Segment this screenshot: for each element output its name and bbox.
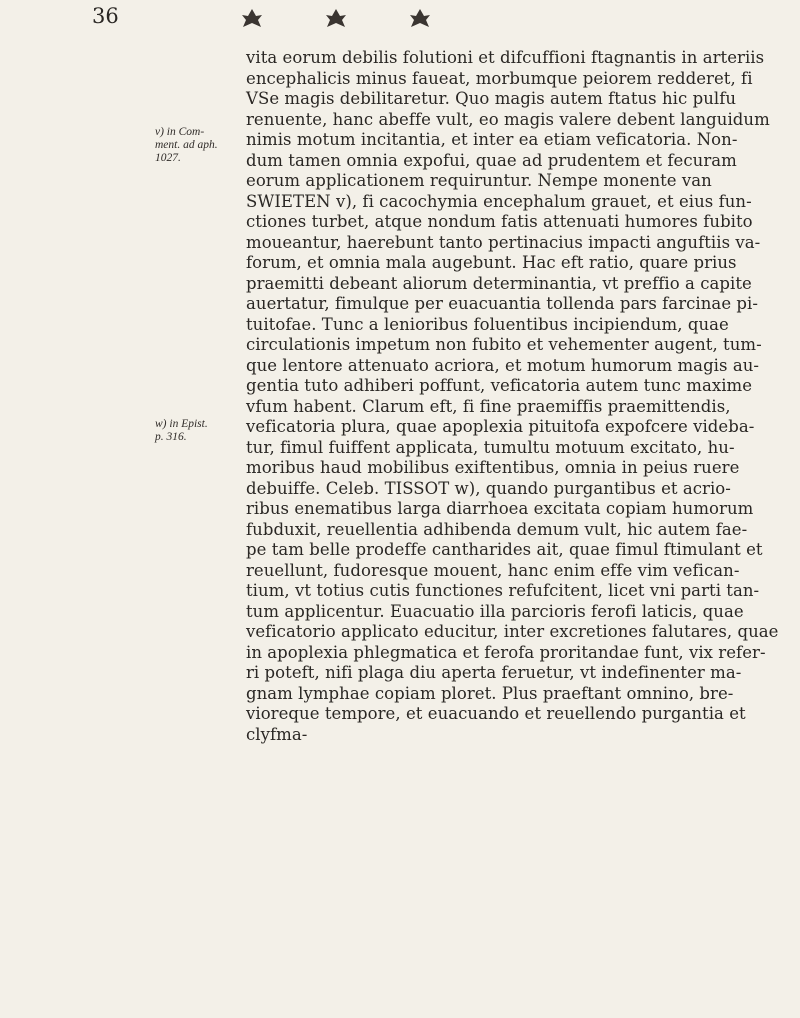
margin-note-v <box>155 126 247 165</box>
fleuron-icon <box>406 6 434 30</box>
margin-note-line: w) in Epist. <box>155 418 208 430</box>
text-line: ctiones turbet, atque nondum fatis attenuati humores fubito <box>246 212 753 231</box>
text-line: tium, vt totius cutis functiones refufcitent, licet vni parti tan- <box>246 581 760 600</box>
margin-note-line: v) in Com- <box>155 126 205 138</box>
fleuron-icon <box>322 6 350 30</box>
text-line: forum, et omnia mala augebunt. Hac eft ratio, quare prius <box>246 253 737 272</box>
text-line: vfum habent. Clarum eft, fi fine praemiffis praemittendis, <box>246 396 731 416</box>
text-line: in apoplexia phlegmatica et ferofa proritandae funt, vix refer- <box>246 642 766 662</box>
text-line: tur, fimul fuiffent applicata, tumultu motuum excitato, hu- <box>246 437 735 457</box>
text-line: ribus enematibus larga diarrhoea excitata copiam humorum <box>246 499 754 518</box>
text-line: reuellunt, fudoresque mouent, hanc enim effe vim vefican- <box>246 560 740 580</box>
text-line: moribus haud mobilibus exiftentibus, omnia in peius ruere <box>246 458 740 477</box>
fleuron-icon <box>238 6 266 30</box>
body-text <box>246 48 779 745</box>
text-line: nimis motum incitantia, et inter ea etiam veficatoria. Non- <box>246 130 738 149</box>
text-line: gnam lymphae copiam ploret. Plus praeftant omnino, bre- <box>246 683 734 703</box>
margin-note-line: ment. ad aph. <box>155 139 218 151</box>
margin-note-w <box>155 418 247 444</box>
text-line: SWIETEN v), fi cacochymia encephalum grauet, et eius fun- <box>246 191 752 211</box>
text-line: dum tamen omnia expofui, quae ad prudentem et fecuram <box>246 150 737 170</box>
text-line: clyfma- <box>246 724 308 744</box>
text-line: que lentore attenuato acriora, et motum humorum magis au- <box>246 355 760 375</box>
text-line: praemitti debeant aliorum determinantia, vt preffio a capite <box>246 273 752 293</box>
text-line: circulationis impetum non fubito et vehementer augent, tum- <box>246 335 762 354</box>
text-line: renuente, hanc abeffe vult, eo magis valere debent languidum <box>246 109 770 129</box>
text-line: fubduxit, reuellentia adhibenda demum vult, hic autem fae- <box>246 519 748 539</box>
text-line: veficatorio applicato educitur, inter excretiones falutares, quae <box>246 622 779 641</box>
text-line: gentia tuto adhiberi poffunt, veficatoria autem tunc maxime <box>246 376 753 395</box>
page-number: 36 <box>92 4 119 28</box>
text-line: tum applicentur. Euacuatio illa parcioris ferofi laticis, quae <box>246 601 744 621</box>
margin-note-line: p. 316. <box>155 431 187 443</box>
text-line: encephalicis minus faueat, morbumque peiorem redderet, fi <box>246 68 753 88</box>
text-line: tuitofae. Tunc a lenioribus foluentibus incipiendum, quae <box>246 314 729 334</box>
text-line: veficatoria plura, quae apoplexia pituitofa expofcere videba- <box>246 417 755 436</box>
text-line: ri poteft, nifi plaga diu aperta feruetur, vt indefinenter ma- <box>246 663 742 682</box>
text-line: auertatur, fimulque per euacuantia tollenda pars farcinae pi- <box>246 294 758 313</box>
text-line: pe tam belle prodeffe cantharides ait, quae fimul ftimulant et <box>246 540 763 559</box>
text-line: debuiffe. Celeb. TISSOT w), quando purgantibus et acrio- <box>246 478 731 498</box>
text-line: VSe magis debilitaretur. Quo magis autem ftatus hic pulfu <box>246 89 737 108</box>
text-line: moueantur, haerebunt tanto pertinacius impacti anguftiis va- <box>246 232 761 252</box>
page-header <box>92 2 692 36</box>
margin-note-line: 1027. <box>155 152 181 164</box>
text-line: vioreque tempore, et euacuando et reuellendo purgantia et <box>246 704 746 723</box>
text-line: eorum applicationem requiruntur. Nempe monente van <box>246 171 712 190</box>
text-line: vita eorum debilis folutioni et difcuffioni ftagnantis in arteriis <box>246 48 765 67</box>
